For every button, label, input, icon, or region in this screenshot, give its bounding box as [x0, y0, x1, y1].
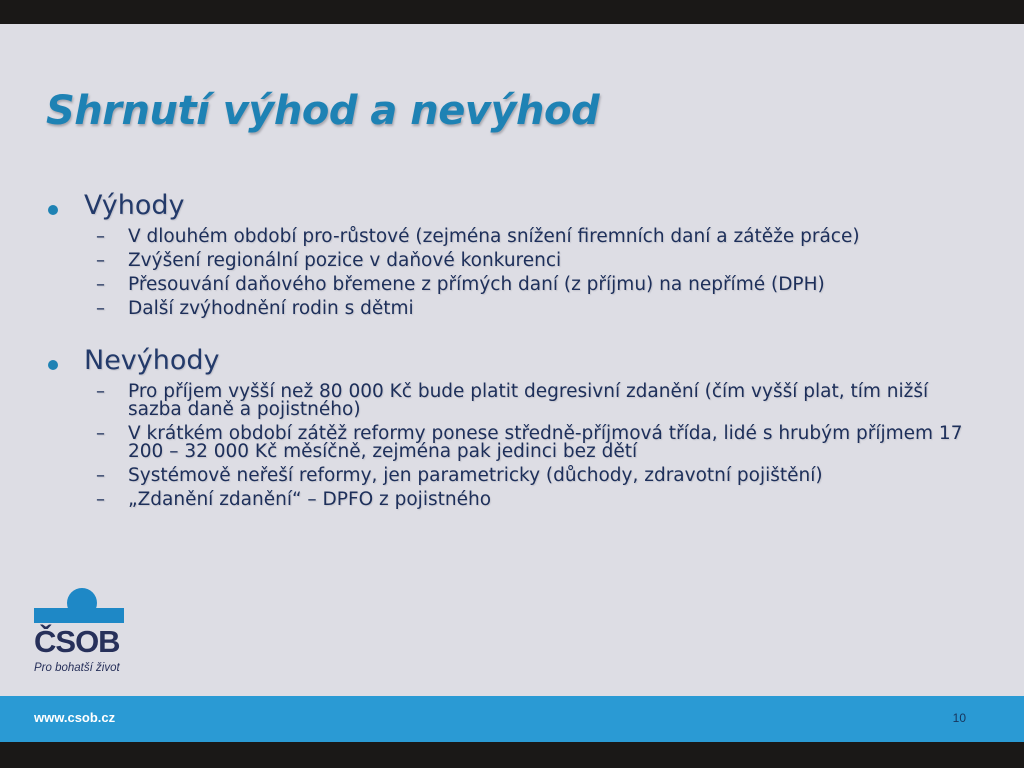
- section-heading-row: [0, 345, 1024, 385]
- list-item: [0, 252, 1024, 270]
- section-advantages: [0, 190, 1024, 324]
- advantages-list: [0, 228, 1024, 318]
- bullet-dot-icon: [48, 205, 58, 215]
- list-item-text: Pro příjem vyšší než 80 000 Kč bude platit degresivní zdanění (čím vyšší plat, tím nižší sazba daně a pojistného): [128, 381, 929, 420]
- list-item-text: „Zdanění zdanění“ – DPFO z pojistného: [128, 489, 492, 510]
- list-item-text: V krátkém období zátěž reformy ponese středně-příjmová třída, lidé s hrubým příjmem 17 200 – 32 000 Kč měsíčně, zejména pak jedinci bez dětí: [128, 423, 963, 462]
- logo-circle-icon: [67, 588, 97, 618]
- dash-icon: –: [96, 274, 105, 295]
- disadvantages-list: [0, 383, 1024, 509]
- letterbox-bottom: [0, 742, 1024, 768]
- section-disadvantages: [0, 345, 1024, 515]
- dash-icon: –: [96, 298, 105, 319]
- bullet-dot-icon: [48, 360, 58, 370]
- section-heading: Nevýhody: [84, 345, 220, 376]
- list-item-text: Systémově neřeší reformy, jen parametricky (důchody, zdravotní pojištění): [128, 465, 823, 486]
- list-item: [0, 467, 1024, 485]
- csob-logo: [34, 586, 134, 682]
- dash-icon: –: [96, 381, 105, 402]
- dash-icon: –: [96, 489, 105, 510]
- list-item-text: V dlouhém období pro-růstové (zejména snížení firemních daní a zátěže práce): [128, 226, 860, 247]
- list-item-text: Další zvýhodnění rodin s dětmi: [128, 298, 414, 319]
- logo-tagline: Pro bohatší život: [34, 662, 120, 674]
- section-heading-row: [0, 190, 1024, 230]
- footer-url: www.csob.cz: [34, 710, 116, 725]
- list-item-text: Přesouvání daňového břemene z přímých daní (z příjmu) na nepřímé (DPH): [128, 274, 825, 295]
- dash-icon: –: [96, 465, 105, 486]
- logo-wordmark: ČSOB: [34, 624, 120, 659]
- list-item: [0, 425, 1024, 461]
- page-number: 10: [952, 711, 966, 725]
- slide: [0, 24, 1024, 742]
- list-item: [0, 383, 1024, 419]
- list-item: [0, 276, 1024, 294]
- footer-bar: [0, 696, 1024, 742]
- dash-icon: –: [96, 250, 105, 271]
- dash-icon: –: [96, 226, 105, 247]
- dash-icon: –: [96, 423, 105, 444]
- section-heading: Výhody: [84, 190, 185, 221]
- list-item: [0, 491, 1024, 509]
- slide-title: Shrnutí výhod a nevýhod: [46, 88, 600, 134]
- list-item: [0, 300, 1024, 318]
- letterbox-top: [0, 0, 1024, 24]
- list-item: [0, 228, 1024, 246]
- list-item-text: Zvýšení regionální pozice v daňové konkurenci: [128, 250, 562, 271]
